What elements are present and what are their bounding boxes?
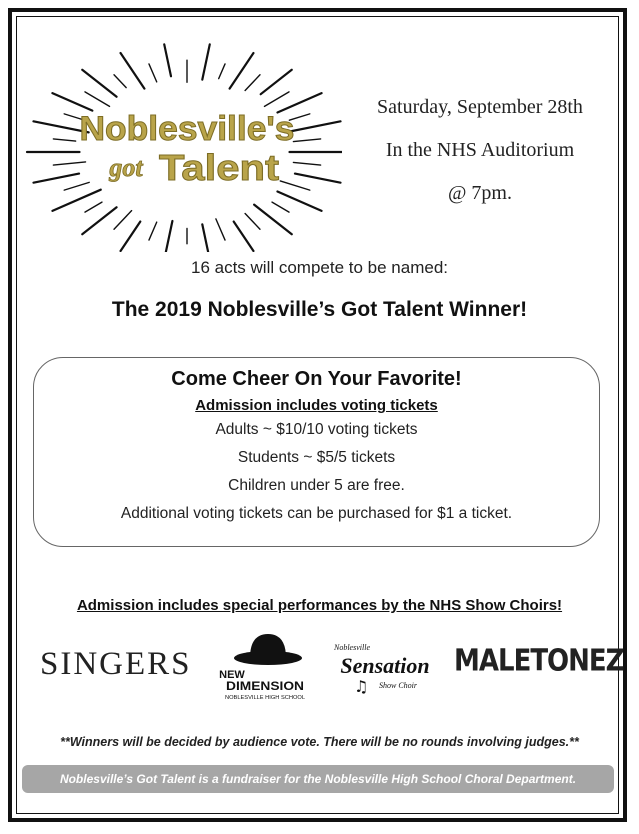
starburst-ray — [264, 92, 289, 106]
event-details — [340, 86, 620, 215]
voting-note: **Winners will be decided by audience vote. There will be no rounds involving judges.** — [60, 735, 579, 749]
logo-line2: got — [109, 153, 143, 182]
starburst-ray — [230, 53, 254, 89]
new-dimension-line3: NOBLESVILLE HIGH SCHOOL — [225, 695, 306, 701]
talent-show-logo — [22, 22, 342, 252]
choir-logos — [30, 628, 624, 708]
starburst-ray — [149, 222, 157, 240]
logo-line1: Noblesville's — [79, 110, 295, 148]
performances-heading: Admission includes special performances by the NHS Show Choirs! — [76, 597, 563, 614]
starburst-ray — [216, 219, 225, 240]
starburst-ray — [293, 139, 320, 142]
price-children: Children under 5 are free. — [228, 477, 405, 494]
starburst-ray — [52, 93, 92, 110]
admission-box-subtitle: Admission includes voting tickets — [195, 397, 438, 414]
event-location: In the NHS Auditorium — [385, 139, 575, 161]
starburst-ray — [114, 211, 132, 230]
starburst-ray — [219, 64, 225, 79]
new-dimension-line1: NEW — [219, 669, 245, 681]
starburst-ray — [261, 70, 292, 94]
starburst-ray — [53, 139, 75, 141]
starburst-ray — [245, 75, 260, 91]
singers-logo: SINGERS — [40, 646, 192, 682]
admission-box — [33, 357, 600, 547]
starburst-ray — [85, 92, 110, 106]
sensation-line1: Noblesville — [334, 643, 370, 652]
starburst-ray — [121, 53, 145, 89]
price-additional: Additional voting tickets can be purchased for $1 a ticket. — [120, 505, 513, 522]
starburst-ray — [164, 44, 171, 76]
admission-box-title: Come Cheer On Your Favorite! — [171, 368, 462, 390]
sensation-logo — [330, 628, 440, 708]
starburst-ray — [293, 162, 320, 165]
new-dimension-line2: DIMENSION — [226, 679, 304, 693]
starburst-ray — [114, 75, 126, 88]
starburst-ray — [33, 174, 79, 183]
footer-banner: Noblesville’s Got Talent is a fundraiser for the Noblesville High School Choral Department. — [22, 765, 614, 793]
starburst-ray — [53, 162, 85, 165]
starburst-ray — [277, 192, 321, 211]
sensation-line3: Show Choir — [378, 681, 418, 690]
price-students: Students ~ $5/5 tickets — [237, 449, 396, 466]
starburst-ray — [121, 222, 141, 251]
starburst-ray — [295, 174, 341, 183]
sensation-line2: Sensation — [340, 653, 430, 678]
starburst-ray — [64, 182, 89, 190]
event-time: @ 7pm. — [448, 182, 512, 204]
starburst-ray — [280, 181, 310, 190]
starburst-ray — [149, 64, 157, 82]
event-date: Saturday, September 28th — [377, 96, 583, 118]
music-note-icon: ♫ — [354, 677, 369, 696]
starburst-ray — [202, 224, 209, 252]
starburst-ray — [85, 202, 102, 212]
new-dimension-logo — [210, 628, 320, 708]
starburst-ray — [202, 44, 209, 79]
starburst-ray — [234, 222, 254, 251]
starburst-ray — [164, 221, 172, 252]
maletonez-logo: MALETONEZ — [454, 644, 624, 679]
headline: The 2019 Noblesville’s Got Talent Winner! — [111, 298, 528, 321]
intro-text: 16 acts will compete to be named: — [190, 258, 449, 277]
logo-line3: Talent — [159, 147, 280, 188]
price-adults: Adults ~ $10/10 voting tickets — [215, 421, 418, 438]
starburst-ray — [272, 202, 289, 212]
starburst-ray — [245, 213, 260, 229]
